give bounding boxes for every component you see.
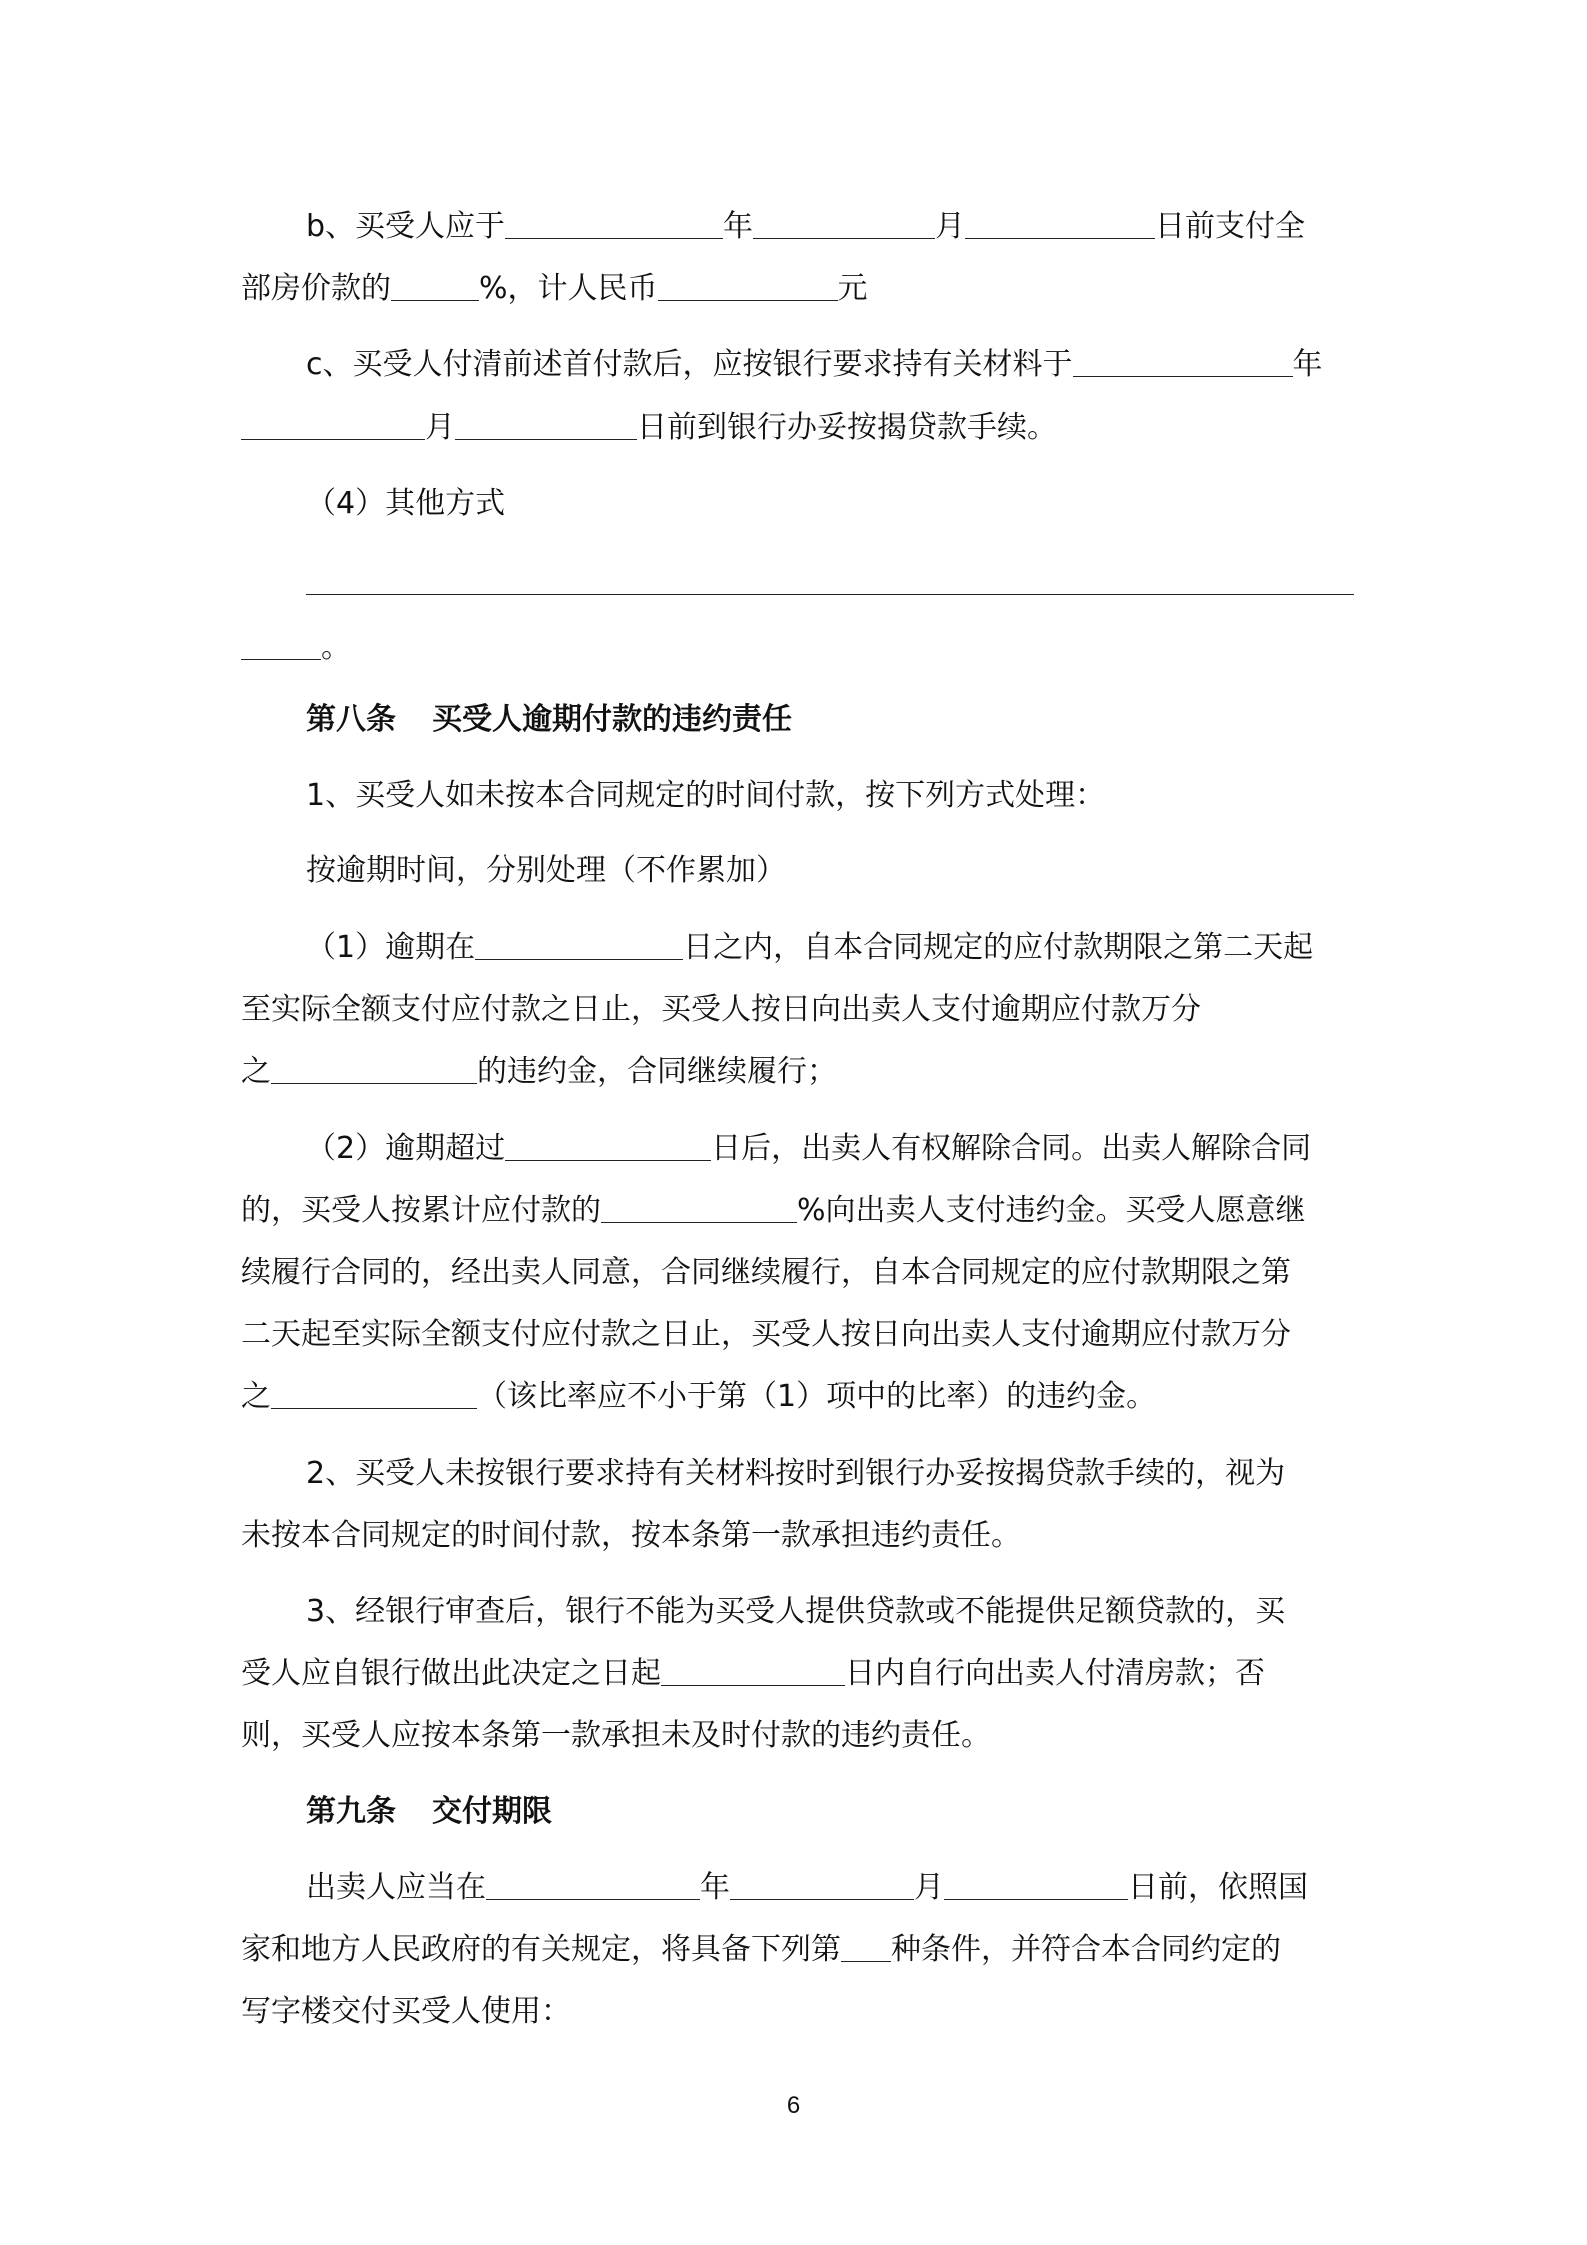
text: 写字楼交付买受人使用：	[241, 1994, 571, 2029]
text: （该比率应不小于第（1）项中的比率）的违约金。	[477, 1379, 1157, 1414]
page-number: 6	[786, 2092, 801, 2119]
paragraph	[241, 1930, 1281, 1970]
text: 月	[935, 209, 966, 244]
text: 则，买受人应按本条第一款承担未及时付款的违约责任。	[241, 1718, 991, 1753]
blank-field[interactable]	[965, 208, 1155, 239]
text: 未按本合同规定的时间付款，按本条第一款承担违约责任。	[241, 1518, 1021, 1553]
text: 。	[321, 630, 351, 665]
blank-field[interactable]	[601, 1192, 797, 1223]
text: 年	[700, 1870, 730, 1905]
text: %向出卖人支付违约金。买受人愿意继	[797, 1193, 1306, 1228]
text: 的违约金，合同继续履行；	[477, 1054, 837, 1089]
text: 的，买受人按累计应付款的	[241, 1193, 601, 1228]
clause-c-line2	[241, 408, 1057, 448]
paragraph	[241, 1052, 837, 1092]
text: 日前支付全	[1155, 209, 1306, 244]
clause-b-line2	[241, 269, 868, 309]
blank-field[interactable]	[661, 1655, 845, 1686]
article-8-heading	[306, 700, 792, 740]
blank-field[interactable]	[505, 1130, 711, 1161]
article-number: 第九条	[306, 1794, 396, 1829]
text: 日前到银行办妥按揭贷款手续。	[637, 410, 1057, 445]
text: 按逾期时间，分别处理（不作累加）	[306, 853, 786, 888]
text: 2、买受人未按银行要求持有关材料按时到银行办妥按揭贷款手续的，视为	[306, 1456, 1286, 1491]
text: 元	[837, 271, 868, 306]
paragraph	[306, 1592, 1285, 1632]
paragraph	[241, 1654, 1265, 1694]
article-title: 交付期限	[432, 1794, 552, 1829]
blank-field[interactable]	[753, 208, 935, 239]
text: 年	[723, 209, 754, 244]
text: 年	[1292, 347, 1323, 382]
blank-field[interactable]	[944, 1869, 1128, 1900]
blank-field[interactable]	[391, 270, 479, 301]
text: %，计人民币	[479, 271, 658, 306]
article-9-heading	[306, 1792, 552, 1832]
blank-field-full[interactable]	[306, 594, 1354, 595]
paragraph	[306, 851, 786, 891]
text: 二天起至实际全额支付应付款之日止，买受人按日向出卖人支付逾期应付款万分	[241, 1317, 1291, 1352]
text: 受人应自银行做出此决定之日起	[241, 1656, 661, 1691]
blank-field[interactable]	[455, 409, 637, 440]
text: 部房价款的	[241, 271, 391, 306]
text: 日后，出卖人有权解除合同。出卖人解除合同	[711, 1131, 1312, 1166]
paragraph	[241, 1716, 991, 1756]
text: 月	[425, 410, 455, 445]
text: 1、买受人如未按本合同规定的时间付款，按下列方式处理：	[306, 778, 1106, 813]
text: 日内自行向出卖人付清房款；否	[845, 1656, 1265, 1691]
paragraph	[241, 1992, 571, 2032]
blank-field[interactable]	[475, 929, 683, 960]
paragraph	[306, 928, 1313, 968]
blank-field[interactable]	[658, 270, 838, 301]
text: 日前，依照国	[1128, 1870, 1308, 1905]
text: 种条件，并符合本合同约定的	[891, 1932, 1281, 1967]
paragraph	[306, 1454, 1285, 1494]
paragraph	[241, 1315, 1291, 1355]
text: 续履行合同的，经出卖人同意，合同继续履行，自本合同规定的应付款期限之第	[241, 1255, 1291, 1290]
paragraph	[241, 1377, 1156, 1417]
text: 之	[241, 1379, 271, 1414]
paragraph	[306, 776, 1105, 816]
blank-field[interactable]	[271, 1053, 477, 1084]
other-method-heading	[306, 484, 505, 524]
other-method-end	[241, 628, 351, 668]
text: 出卖人应当在	[306, 1870, 486, 1905]
article-title: 买受人逾期付款的违约责任	[432, 702, 792, 737]
article-number: 第八条	[306, 702, 396, 737]
text: 3、经银行审查后，银行不能为买受人提供贷款或不能提供足额贷款的，买	[306, 1594, 1286, 1629]
blank-field[interactable]	[241, 629, 321, 660]
clause-c-line1	[306, 345, 1323, 385]
blank-field[interactable]	[505, 208, 723, 239]
blank-field[interactable]	[841, 1931, 891, 1962]
paragraph	[241, 1191, 1306, 1231]
paragraph	[306, 1868, 1308, 1908]
text: 日之内，自本合同规定的应付款期限之第二天起	[683, 930, 1314, 965]
text: 之	[241, 1054, 271, 1089]
text: 家和地方人民政府的有关规定，将具备下列第	[241, 1932, 841, 1967]
blank-field[interactable]	[486, 1869, 700, 1900]
clause-b-line1	[306, 207, 1305, 247]
blank-field[interactable]	[730, 1869, 914, 1900]
paragraph	[241, 1516, 1021, 1556]
paragraph	[306, 1129, 1311, 1169]
blank-field[interactable]	[1073, 346, 1293, 377]
paragraph	[241, 1253, 1291, 1293]
text: c、买受人付清前述首付款后，应按银行要求持有关材料于	[306, 347, 1073, 382]
text: （1）逾期在	[306, 930, 476, 965]
blank-field[interactable]	[241, 409, 425, 440]
text: （2）逾期超过	[306, 1131, 506, 1166]
text: （4）其他方式	[306, 486, 506, 521]
blank-field[interactable]	[271, 1378, 477, 1409]
text: 至实际全额支付应付款之日止，买受人按日向出卖人支付逾期应付款万分	[241, 992, 1201, 1027]
text: b、买受人应于	[306, 209, 506, 244]
text: 月	[914, 1870, 944, 1905]
paragraph	[241, 990, 1201, 1030]
